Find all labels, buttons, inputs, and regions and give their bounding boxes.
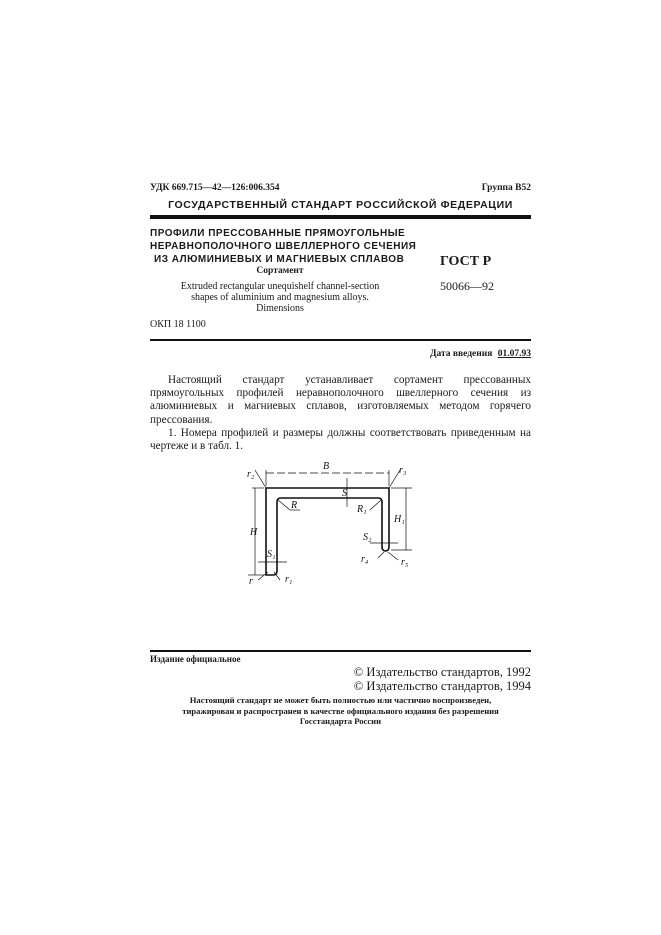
- label-b: B: [323, 461, 330, 472]
- label-r5: r₅: [401, 557, 409, 568]
- intro-date-value: 01.07.93: [497, 349, 531, 359]
- intro-date-label: Дата введения: [429, 349, 493, 359]
- paragraph: 1. Номера профилей и размеры должны соответствовать приведенным на чертеже и в табл. 1.: [150, 426, 531, 453]
- english-title: [150, 281, 410, 314]
- title-line: НЕРАВНОПОЛОЧНОГО ШВЕЛЛЕРНОГО СЕЧЕНИЯ: [150, 241, 417, 252]
- title-line: ИЗ АЛЮМИНИЕВЫХ И МАГНИЕВЫХ СПЛАВОВ: [154, 254, 405, 265]
- document-title: [150, 227, 416, 266]
- label-r1: r₁: [285, 574, 293, 585]
- label-h1: H₁: [394, 514, 405, 525]
- group-code: Группа В52: [481, 183, 531, 193]
- footer-divider: [150, 650, 531, 652]
- edition-label: Издание официальное: [150, 654, 241, 664]
- channel-section-drawing: [225, 455, 435, 595]
- title-line: ПРОФИЛИ ПРЕССОВАННЫЕ ПРЯМОУГОЛЬНЫЕ: [150, 228, 406, 239]
- label-r2: r₂: [247, 469, 255, 480]
- label-r1-big: R₁: [357, 504, 367, 515]
- label-h: H: [250, 527, 258, 538]
- divider-thick: [150, 215, 531, 219]
- divider: [150, 339, 531, 341]
- gost-number: 50066—92: [440, 279, 494, 293]
- label-r4: r₄: [361, 554, 369, 565]
- label-r-small: r: [249, 576, 253, 587]
- english-line: Dimensions: [256, 303, 304, 314]
- label-r: R: [291, 500, 298, 511]
- notice-line: тиражирован и распространен в качестве официального издания без разрешения: [182, 705, 499, 716]
- subtitle: Сортамент: [256, 266, 304, 276]
- paragraph: Настоящий стандарт устанавливает сортамент прессованных прямоугольных профилей неравнополочного швеллерного сечения из алюминиевых и магниевых сплавов, изготовляемых методом горячего прессования.: [150, 374, 531, 426]
- label-s2: S₂: [363, 532, 372, 543]
- label-r3: r₃: [399, 465, 407, 476]
- copyright-line: © Издательство стандартов, 1994: [353, 679, 531, 693]
- label-s: S: [342, 488, 347, 499]
- gost-label: ГОСТ Р: [440, 254, 492, 269]
- label-s1: S₁: [267, 549, 276, 560]
- notice-line: Госстандарта России: [299, 716, 382, 726]
- state-standard-heading: ГОСУДАРСТВЕННЫЙ СТАНДАРТ РОССИЙСКОЙ ФЕДЕРАЦИИ: [168, 199, 513, 211]
- copyright-block: [300, 665, 531, 693]
- english-line: shapes of aluminium and magnesium alloys.: [191, 292, 369, 303]
- intro-date: [380, 349, 531, 359]
- copyright-line: © Издательство стандартов, 1992: [353, 665, 531, 679]
- notice-line: Настоящий стандарт не может быть полностью или частично воспроизведен,: [189, 695, 492, 705]
- english-line: Extruded rectangular unequishelf channel-section: [180, 281, 380, 292]
- reproduction-notice: [140, 695, 541, 727]
- body-text: [150, 374, 531, 453]
- okp-code: ОКП 18 1100: [150, 319, 206, 330]
- udk-code: УДК 669.715—42—126:006.354: [150, 183, 280, 193]
